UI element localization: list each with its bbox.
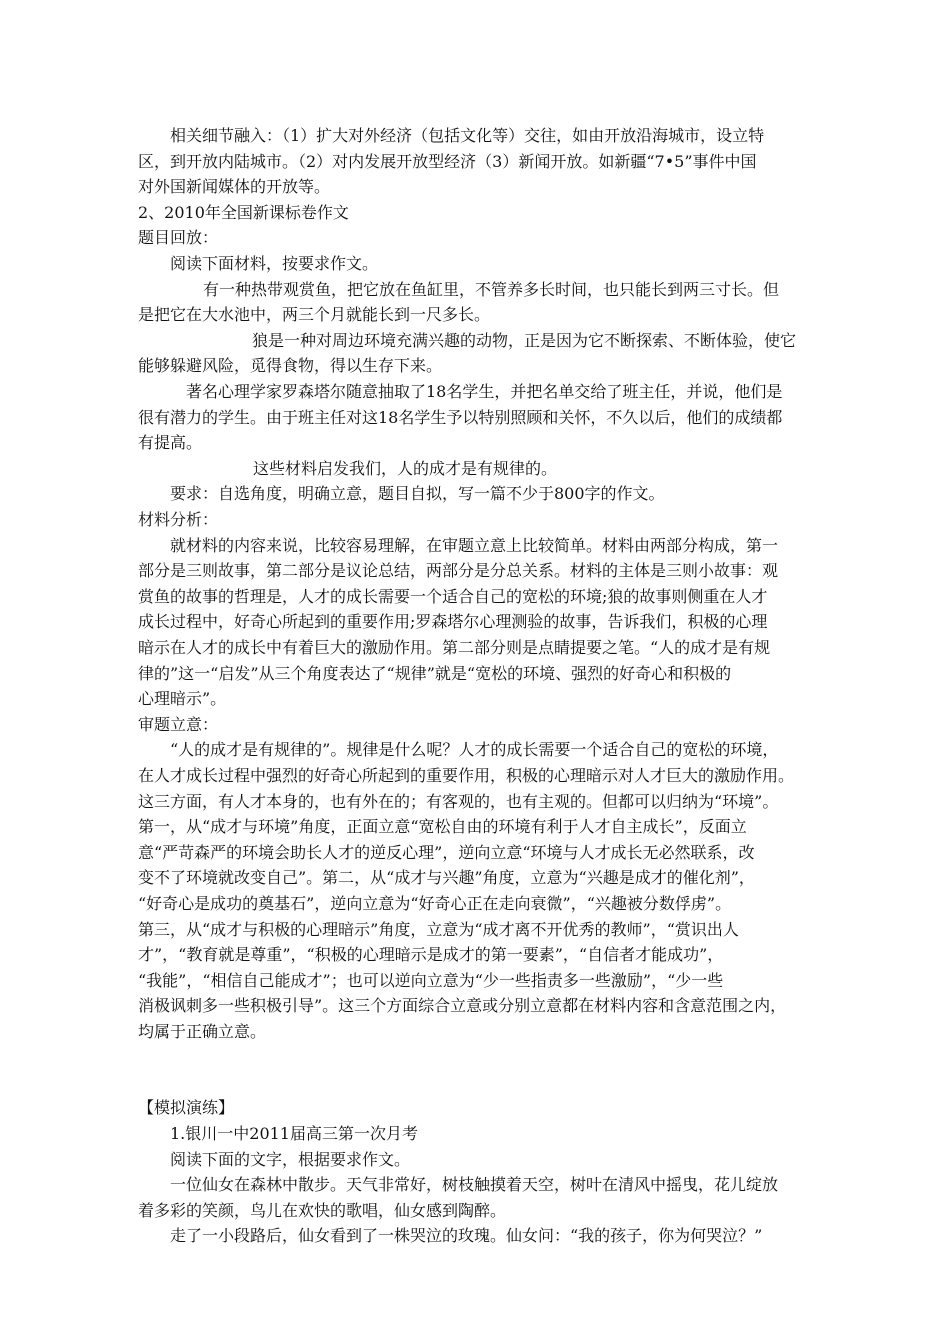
text-line: 相关细节融入：（1）扩大对外经济（包括文化等）交往，如由开放沿海城市，设立特 (170, 126, 765, 145)
text-line: 部分是三则故事，第二部分是议论总结，两部分是分总关系。材料的主体是三则小故事：观 (138, 561, 779, 580)
text-line: 在人才成长过程中强烈的好奇心所起到的重要作用，积极的心理暗示对人才巨大的激励作用。 (138, 766, 795, 785)
text-line: 阅读下面材料，按要求作文。 (170, 254, 379, 273)
text-line: 暗示在人才的成长中有着巨大的激励作用。第二部分则是点睛提要之笔。“人的成才是有规 (138, 638, 771, 657)
text-line: 着多彩的笑颜，鸟儿在欢快的歌唱，仙女感到陶醉。 (138, 1201, 507, 1220)
text-line: 狼是一种对周边环境充满兴趣的动物，正是因为它不断探索、不断体验，使它 (252, 331, 797, 350)
text-line: 这三方面，有人才本身的，也有外在的；有客观的，也有主观的。但都可以归纳为“环境”。 (138, 792, 779, 811)
text-line: 一位仙女在森林中散步。天气非常好，树枝触摸着天空，树叶在清风中摇曳，花儿绽放 (170, 1175, 779, 1194)
text-line: 有提高。 (138, 433, 203, 452)
text-line: 变不了环境就改变自己”。第二，从“成才与兴趣”角度，立意为“兴趣是成才的催化剂”， (138, 868, 755, 887)
text-line: 阅读下面的文字，根据要求作文。 (170, 1150, 411, 1169)
text-line: “人的成才是有规律的”。规律是什么呢？人才的成长需要一个适合自己的宽松的环境， (170, 740, 779, 759)
text-line: 对外国新闻媒体的开放等。 (138, 177, 331, 196)
text-line: 区，到开放内陆城市。（2）对内发展开放型经济（3）新闻开放。如新疆“7•5”事件中国 (138, 152, 757, 171)
text-line: 就材料的内容来说，比较容易理解，在审题立意上比较简单。材料由两部分构成，第一 (170, 536, 779, 555)
text-line: 有一种热带观赏鱼，把它放在鱼缸里，不管养多长时间，也只能长到两三寸长。但 (203, 280, 780, 299)
text-line: 成长过程中，好奇心所起到的重要作用;罗森塔尔心理测验的故事，告诉我们，积极的心理 (138, 612, 768, 631)
text-line: 是把它在大水池中，两三个月就能长到一尺多长。 (138, 305, 491, 324)
text-line: 要求：自选角度，明确立意，题目自拟，写一篇不少于800字的作文。 (170, 484, 665, 503)
text-line: 第一，从“成才与环境”角度，正面立意“宽松自由的环境有利于人才自主成长”，反面立 (138, 817, 747, 836)
text-line: 心理暗示”。 (138, 689, 227, 708)
text-line: 这些材料启发我们，人的成才是有规律的。 (253, 459, 558, 478)
text-line: 均属于正确立意。 (138, 1022, 267, 1041)
text-line: 才”，“教育就是尊重”，“积极的心理暗示是成才的第一要素”，“自信者才能成功”， (138, 945, 724, 964)
text-line: 很有潜力的学生。由于班主任对这18名学生予以特别照顾和关怀，不久以后，他们的成绩都 (138, 408, 783, 427)
section-heading: 审题立意： (138, 715, 219, 734)
text-line: “好奇心是成功的奠基石”，逆向立意为“好奇心正在走向衰微”，“兴趣被分数俘虏”。 (138, 894, 732, 913)
section-heading: 2、2010年全国新课标卷作文 (138, 203, 349, 222)
text-line: 著名心理学家罗森塔尔随意抽取了18名学生，并把名单交给了班主任，并说，他们是 (186, 382, 783, 401)
text-line: 走了一小段路后，仙女看到了一株哭泣的玫瑰。仙女问：“我的孩子，你为何哭泣？” (170, 1226, 763, 1245)
text-line: 意“严苛森严的环境会助长人才的逆反心理”，逆向立意“环境与人才成长无必然联系，改 (138, 843, 755, 862)
text-line: 律的”这一“启发”从三个角度表达了“规律”就是“宽松的环境、强烈的好奇心和积极的 (138, 664, 732, 683)
section-heading: 题目回放： (138, 228, 219, 247)
text-line: 1.银川一中2011届高三第一次月考 (170, 1124, 418, 1143)
text-line: 能够躲避风险，觅得食物，得以生存下来。 (138, 356, 443, 375)
section-heading: 【模拟演练】 (138, 1098, 235, 1117)
text-line: “我能”，“相信自己能成才”；也可以逆向立意为“少一些指责多一些激励”，“少一些 (138, 971, 724, 990)
text-line: 赏鱼的故事的哲理是，人才的成长需要一个适合自己的宽松的环境;狼的故事则侧重在人才 (138, 587, 768, 606)
text-line: 第三，从“成才与积极的心理暗示”角度，立意为“成才离不开优秀的教师”，“赏识出人 (138, 920, 739, 939)
text-line: 消极讽刺多一些积极引导”。这三个方面综合立意或分别立意都在材料内容和含意范围之内， (138, 996, 787, 1015)
section-heading: 材料分析： (138, 510, 219, 529)
